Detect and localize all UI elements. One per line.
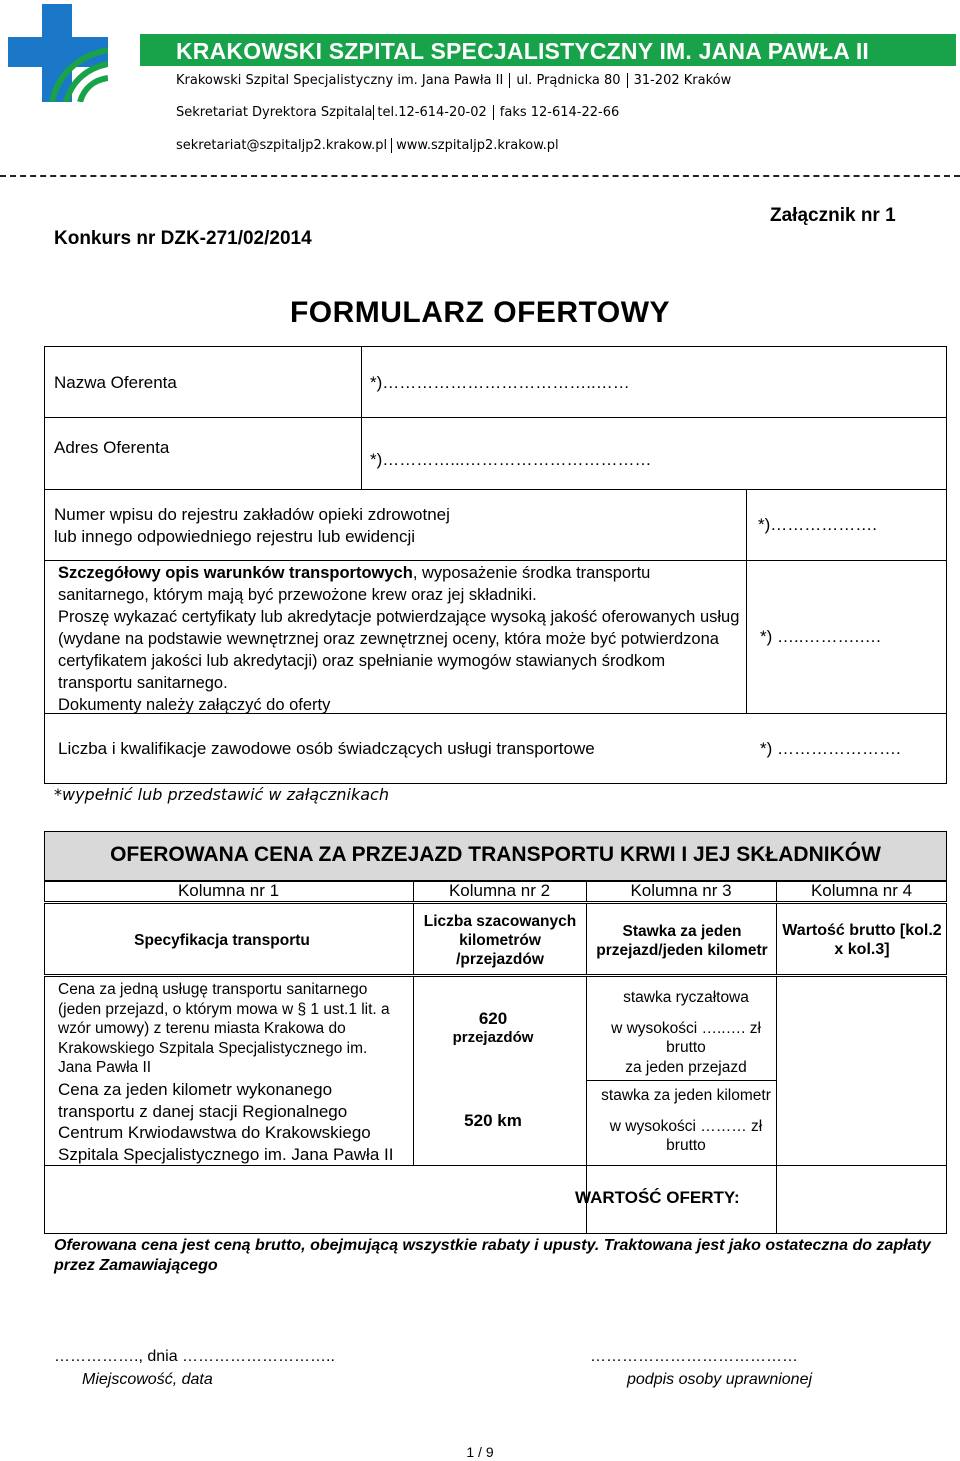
row-1-spec: Cena za jedną usługę transportu sanitarnego (jeden przejazd, o którym mowa w § 1 ust.1 lit. a wzór umowy) z terenu miasta Krakowa do Krakowskiego Szpitala Specjalistycznego im. Jana Pawła II <box>58 981 390 1076</box>
numer-wpisu-field[interactable]: *)………………. <box>758 515 877 534</box>
place-date-caption: Miejscowość, data <box>82 1371 213 1388</box>
hospital-logo <box>8 4 108 102</box>
adres-oferenta-label: Adres Oferenta <box>54 438 170 457</box>
place-date-field[interactable]: ……………., dnia ……………………….. <box>54 1348 335 1365</box>
liczba-osob-label: Liczba i kwalifikacje zawodowe osób świadczących usługi transportowe <box>58 739 595 758</box>
fill-note: *wypełnić lub przedstawić w załącznikach <box>54 785 389 804</box>
signature-field[interactable]: ………………………………… <box>590 1348 798 1365</box>
page-number: 1 / 9 <box>466 1444 494 1460</box>
banner-title: KRAKOWSKI SZPITAL SPECJALISTYCZNY IM. JANA PAWŁA II <box>176 38 870 64</box>
website-link[interactable]: www.szpitaljp2.krakow.pl <box>396 138 559 153</box>
nazwa-oferenta-field[interactable]: *)………………………………..…… <box>370 373 630 392</box>
header-wartosc: Wartość brutto [kol.2 x kol.3] <box>782 922 942 958</box>
price-note: Oferowana cena jest ceną brutto, obejmującą wszystkie rabaty i upusty. Traktowana jest jako ostateczna do zapłaty przez Zamawiającego <box>54 1237 931 1274</box>
price-title: OFEROWANA CENA ZA PRZEJAZD TRANSPORTU KRWI I JEJ SKŁADNIKÓW <box>110 843 881 866</box>
signature-caption: podpis osoby uprawnionej <box>627 1371 813 1388</box>
numer-wpisu-label: Numer wpisu do rejestru zakładów opieki zdrowotnej lub innego odpowiedniego rejestru lub ewidencji <box>54 505 450 546</box>
column-number-4: Kolumna nr 4 <box>810 881 913 900</box>
phone: tel.12-614-20-02 <box>377 105 487 120</box>
row-2-spec: Cena za jeden kilometr wykonanego transportu z danej stacji Regionalnego Centrum Krwiodawstwa do Krakowskiego Szpitala Specjalistycznego im. Jana Pawła II <box>58 1080 394 1164</box>
address-street: ul. Prądnicka 80 <box>516 73 621 88</box>
header-specyfikacja: Specyfikacja transportu <box>134 932 310 949</box>
row-1-rate: stawka ryczałtowa w wysokości …..…. zł brutto za jeden przejazd <box>611 989 761 1076</box>
header-contact-line <box>176 105 619 120</box>
dashed-divider <box>0 175 960 177</box>
row-1-count: 620 przejazdów <box>452 1009 534 1046</box>
total-label: WARTOŚĆ OFERTY: <box>575 1188 740 1207</box>
attachment-label: Załącznik nr 1 <box>770 205 896 226</box>
address-city: 31-202 Kraków <box>633 73 732 88</box>
konkurs-number: Konkurs nr DZK-271/02/2014 <box>54 228 312 249</box>
header-stawka: Stawka za jeden przejazd/jeden kilometr <box>596 923 768 959</box>
header-liczba: Liczba szacowanych kilometrów /przejazdów <box>423 913 577 968</box>
liczba-osob-field[interactable]: *) …………………. <box>760 739 901 758</box>
page-title: FORMULARZ OFERTOWY <box>289 296 671 329</box>
email-link[interactable]: sekretariat@szpitaljp2.krakow.pl <box>176 138 388 153</box>
row-2-value-cell[interactable] <box>777 1080 945 1164</box>
total-value-cell[interactable] <box>777 1166 945 1233</box>
nazwa-oferenta-label: Nazwa Oferenta <box>54 373 177 392</box>
column-number-3: Kolumna nr 3 <box>630 881 732 900</box>
secretariat: Sekretariat Dyrektora Szpitala <box>176 105 373 120</box>
fax: faks 12-614-22-66 <box>499 105 620 120</box>
opis-warunkow-field[interactable]: *) …..……….…. <box>760 627 881 646</box>
header-address-line <box>176 73 731 88</box>
row-2-rate: stawka za jeden kilometr w wysokości ……… zł brutto <box>601 1087 771 1154</box>
adres-oferenta-field[interactable]: *)…………...…………………………… <box>370 450 652 469</box>
column-number-1: Kolumna nr 1 <box>177 881 280 900</box>
header-web-line <box>176 138 559 153</box>
opis-warunkow-label: Szczegółowy opis warunków transportowych, wyposażenie środka transportu sanitarnego, którym mają być przewożone krew oraz jej składniki. Proszę wykazać certyfikaty lub akredytacje potwierdzające wysoką jakość oferowanych usług (wydane na podstawie wewnętrznej oraz zewnętrznej oceny, która może być potwierdzona certyfikatem jakości lub akredytacji) oraz spełnianie wymogów stawianych środkom transportu sanitarnego. Dokumenty należy załączyć do oferty <box>58 564 740 714</box>
row-2-count: 520 km <box>464 1111 522 1130</box>
column-number-2: Kolumna nr 2 <box>448 881 551 900</box>
address-name: Krakowski Szpital Specjalistyczny im. Jana Pawła II <box>176 73 504 88</box>
